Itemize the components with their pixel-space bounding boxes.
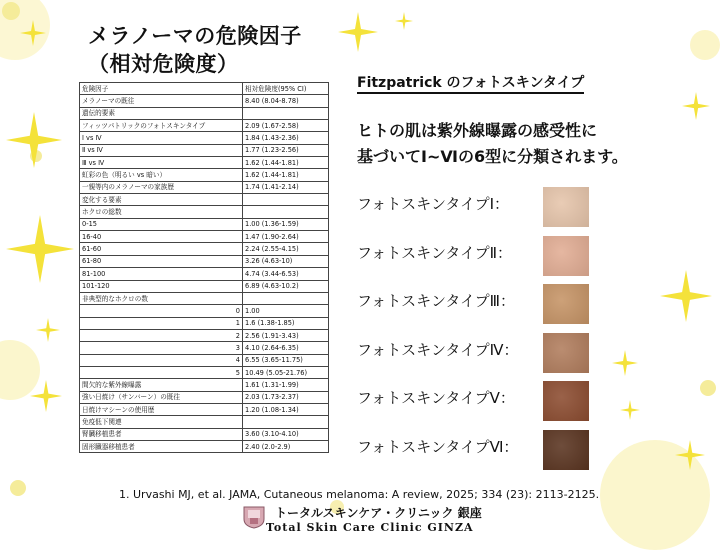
skin-swatch-image — [543, 284, 589, 324]
decor-dot — [690, 30, 720, 60]
relative-risk-cell: 4.10 (2.64-6.35) — [243, 342, 329, 354]
relative-risk-cell: 1.47 (1.90-2.64) — [243, 231, 329, 243]
relative-risk-cell: 3.60 (3.10-4.10) — [243, 428, 329, 440]
risk-factor-cell: 固形臓器移植患者 — [80, 440, 243, 452]
skin-type-label: フォトスキンタイプⅠ： — [357, 195, 510, 213]
relative-risk-cell: 1.84 (1.43-2.36) — [243, 132, 329, 144]
table-row — [80, 206, 329, 218]
table-row — [80, 379, 329, 391]
relative-risk-cell: 2.56 (1.91-3.43) — [243, 329, 329, 341]
risk-factor-cell: Ⅱ vs Ⅳ — [80, 144, 243, 156]
page-title — [88, 22, 302, 78]
risk-factor-cell: 腎臓移植患者 — [80, 428, 243, 440]
table-row — [80, 120, 329, 132]
risk-factor-cell: 0-15 — [80, 218, 243, 230]
skin-swatch-image — [543, 187, 589, 227]
table-row — [80, 280, 329, 292]
relative-risk-cell — [243, 292, 329, 304]
clinic-name-ja: トータルスキンケア・クリニック 銀座 — [275, 506, 482, 520]
citation: 1. Urvashi MJ, et al. JAMA, Cutaneous melanoma: A review, 2025; 334 (23): 2113-2125. — [119, 488, 600, 501]
table-row — [80, 132, 329, 144]
table-row — [80, 292, 329, 304]
table-row — [80, 181, 329, 193]
table-row — [80, 329, 329, 341]
table-row — [80, 107, 329, 119]
table-row — [80, 354, 329, 366]
clinic-logo-icon — [243, 505, 265, 529]
risk-factor-cell: 61-80 — [80, 255, 243, 267]
relative-risk-cell — [243, 206, 329, 218]
table-row — [80, 440, 329, 452]
sparkle-icon — [6, 112, 62, 168]
skin-type-label: フォトスキンタイプⅡ： — [357, 243, 512, 262]
risk-factor-cell: 虹彩の色（明るい vs 暗い） — [80, 169, 243, 181]
table-row — [80, 243, 329, 255]
table-row — [80, 268, 329, 280]
skin-swatch-image — [543, 430, 589, 470]
description-line-1: ヒトの肌は紫外線曝露の感受性に — [357, 121, 598, 140]
title-line-2: （相対危険度） — [88, 52, 239, 76]
relative-risk-cell: 1.00 (1.36-1.59) — [243, 218, 329, 230]
skin-swatch-image — [543, 381, 589, 421]
table-row — [80, 194, 329, 206]
risk-factor-cell: 16-40 — [80, 231, 243, 243]
risk-factor-cell: ホクロの総数 — [80, 206, 243, 218]
risk-factor-cell: 2 — [80, 329, 243, 341]
risk-factor-cell: 間欠的な紫外線曝露 — [80, 379, 243, 391]
relative-risk-cell: 6.89 (4.63-10.2) — [243, 280, 329, 292]
table-row — [80, 366, 329, 378]
relative-risk-cell: 2.40 (2.0-2.9) — [243, 440, 329, 452]
risk-factor-cell: 61-60 — [80, 243, 243, 255]
risk-factor-cell: Ⅲ vs Ⅳ — [80, 157, 243, 169]
decor-dot — [10, 480, 26, 496]
header-factor: 危険因子 — [80, 83, 243, 95]
risk-factor-cell: メラノーマの既往 — [80, 95, 243, 107]
decor-dot — [2, 2, 20, 20]
risk-factor-cell: 81-100 — [80, 268, 243, 280]
relative-risk-cell: 10.49 (5.05-21.76) — [243, 366, 329, 378]
table-row — [80, 157, 329, 169]
skin-type-label: フォトスキンタイプⅢ： — [357, 292, 515, 310]
relative-risk-cell: 1.00 — [243, 305, 329, 317]
sparkle-icon — [338, 12, 378, 52]
table-row — [80, 231, 329, 243]
risk-factor-cell: 4 — [80, 354, 243, 366]
decor-dot — [700, 380, 716, 396]
risk-factor-cell: 非典型的なホクロの数 — [80, 292, 243, 304]
table-row — [80, 255, 329, 267]
skin-type-label: フォトスキンタイプⅤ： — [357, 389, 515, 407]
sparkle-icon — [682, 92, 710, 120]
table-row — [80, 218, 329, 230]
sparkle-icon — [6, 215, 74, 283]
risk-factor-cell: 5 — [80, 366, 243, 378]
table-row — [80, 428, 329, 440]
sparkle-icon — [612, 350, 638, 376]
table-header-row — [80, 83, 329, 95]
skin-swatch-image — [543, 333, 589, 373]
skin-type-label: フォトスキンタイプⅥ： — [357, 437, 519, 456]
risk-factor-cell: 変化する要素 — [80, 194, 243, 206]
title-line-1: メラノーマの危険因子 — [88, 24, 302, 48]
relative-risk-cell: 1.74 (1.41-2.14) — [243, 181, 329, 193]
risk-factor-cell: Ⅰ vs Ⅳ — [80, 132, 243, 144]
sparkle-icon — [30, 380, 62, 412]
fitzpatrick-description — [357, 118, 628, 170]
relative-risk-cell: 1.61 (1.31-1.99) — [243, 379, 329, 391]
risk-factor-cell: 免疫低下関連 — [80, 416, 243, 428]
relative-risk-cell: 1.77 (1.23-2.56) — [243, 144, 329, 156]
fitzpatrick-heading: Fitzpatrick のフォトスキンタイプ — [357, 74, 584, 94]
table-row — [80, 169, 329, 181]
table-row — [80, 342, 329, 354]
risk-factor-cell: 1 — [80, 317, 243, 329]
relative-risk-cell: 8.40 (8.04-8.78) — [243, 95, 329, 107]
risk-factor-cell: フィッツパトリックのフォトスキンタイプ — [80, 120, 243, 132]
relative-risk-cell: 6.55 (3.65-11.75) — [243, 354, 329, 366]
relative-risk-cell: 1.62 (1.44-1.81) — [243, 157, 329, 169]
table-row — [80, 95, 329, 107]
header-relative-risk: 相対危険度(95% CI) — [243, 83, 329, 95]
risk-factor-cell: 101-120 — [80, 280, 243, 292]
sparkle-icon — [36, 318, 60, 342]
sparkle-icon — [675, 440, 705, 470]
relative-risk-cell: 1.62 (1.44-1.81) — [243, 169, 329, 181]
skin-type-label: フォトスキンタイプⅣ： — [357, 340, 519, 359]
relative-risk-cell: 2.03 (1.73-2.37) — [243, 391, 329, 403]
relative-risk-cell — [243, 194, 329, 206]
sparkle-icon — [660, 270, 712, 322]
relative-risk-cell — [243, 416, 329, 428]
relative-risk-cell: 1.6 (1.38-1.85) — [243, 317, 329, 329]
table-row — [80, 144, 329, 156]
relative-risk-cell: 4.74 (3.44-6.53) — [243, 268, 329, 280]
risk-factor-cell: 強い日焼け（サンバーン）の既往 — [80, 391, 243, 403]
risk-factor-cell: 遺伝的要素 — [80, 107, 243, 119]
relative-risk-cell: 1.20 (1.08-1.34) — [243, 403, 329, 415]
table-row — [80, 317, 329, 329]
relative-risk-cell: 2.24 (2.55-4.15) — [243, 243, 329, 255]
relative-risk-cell: 2.09 (1.67-2.58) — [243, 120, 329, 132]
risk-factor-cell: 一親等内のメラノーマの家族歴 — [80, 181, 243, 193]
description-line-2: 基づいてⅠ~Ⅵの6型に分類されます。 — [357, 147, 628, 166]
sparkle-icon — [20, 20, 46, 46]
risk-factor-table — [79, 82, 329, 453]
risk-factor-cell: 3 — [80, 342, 243, 354]
table-row — [80, 416, 329, 428]
table-row — [80, 403, 329, 415]
sparkle-icon — [395, 12, 413, 30]
relative-risk-cell: 3.26 (4.63-10) — [243, 255, 329, 267]
table-row — [80, 391, 329, 403]
clinic-name-en: Total Skin Care Clinic GINZA — [266, 521, 474, 534]
relative-risk-cell — [243, 107, 329, 119]
sparkle-icon — [620, 400, 640, 420]
risk-factor-cell: 日焼けマシーンの使用歴 — [80, 403, 243, 415]
skin-swatch-image — [543, 236, 589, 276]
table-row — [80, 305, 329, 317]
risk-factor-cell: 0 — [80, 305, 243, 317]
